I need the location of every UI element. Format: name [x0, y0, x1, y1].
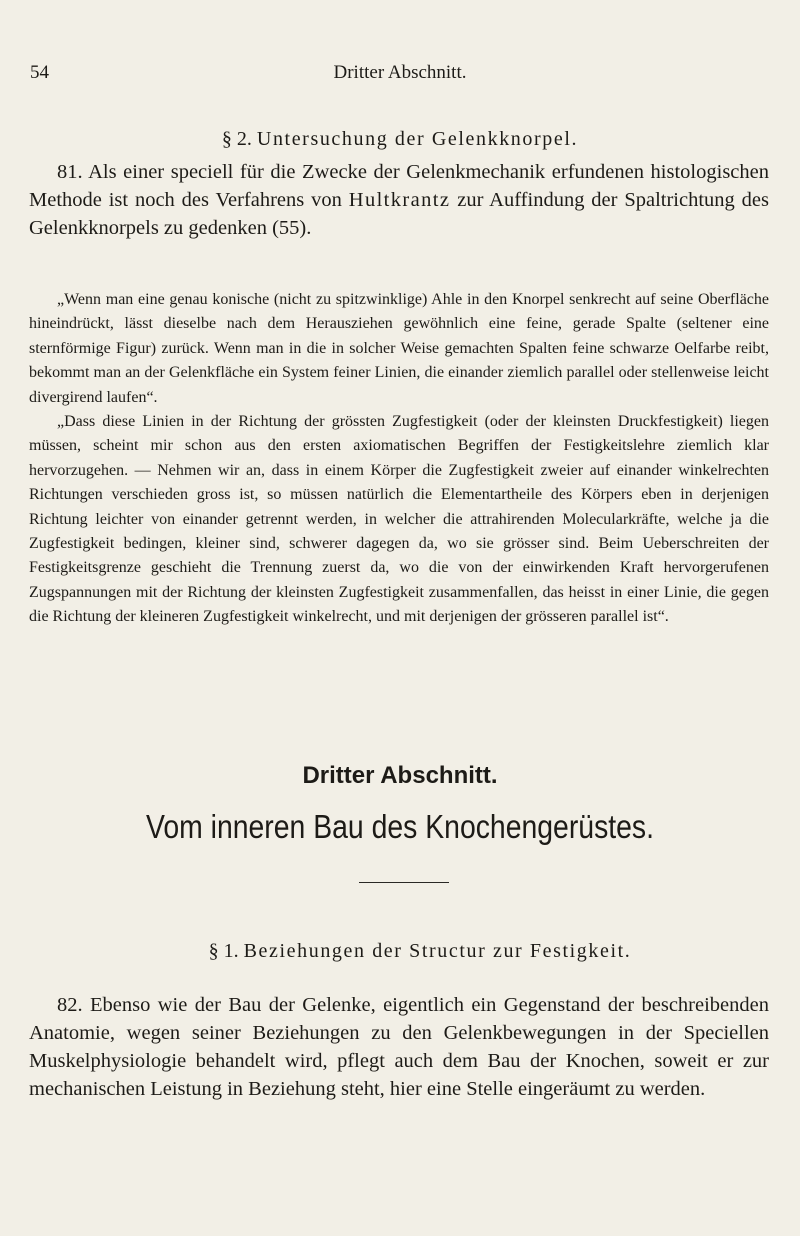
section-number: § 1.	[208, 940, 239, 962]
quote-1-text: „Wenn man eine genau konische (nicht zu spitzwinklige) Ahle in den Knorpel senkrecht auf seine Oberfläche hineindrückt, lässt dieselbe nach dem Herausziehen gewöhnlich eine feine, gerade Spalte (seltener eine sternförmige Figur) zurück. Wenn man in die in solcher Weise gemachten Spalten feine schwarze Oelfarbe reibt, bekommt man an der Gelenkfläche ein System feiner Linien, die einander ziemlich parallel oder stellenweise leicht divergirend laufen“.	[29, 291, 769, 406]
running-header	[30, 62, 770, 88]
quote-paragraph-2	[29, 410, 769, 630]
divider-rule	[359, 882, 449, 883]
page-number: 54	[30, 62, 49, 83]
chapter-title: Vom inneren Bau des Knochengerüstes.	[145, 808, 655, 845]
author-name: Hultkrantz	[348, 189, 451, 211]
section-heading-1	[50, 940, 790, 963]
running-title: Dritter Abschnitt.	[333, 62, 467, 83]
paragraph-82	[29, 991, 769, 1103]
paragraph-81	[29, 158, 769, 242]
paragraph-81-lead: 81. Als einer speciell für die Zwecke der Gelenkmechanik erfundenen histologischen Methode ist noch des Verfahrens von	[29, 161, 769, 211]
section-heading-2	[30, 128, 770, 151]
section-number: § 2.	[221, 128, 252, 150]
quote-2-text: „Dass diese Linien in der Richtung der grössten Zugfestigkeit (oder der kleinsten Druckfestigkeit) liegen müssen, scheint mir schon aus den ersten axiomatischen Begriffen der Festigkeitslehre ziemlich klar hervorzugehen. — Nehmen wir an, dass in einem Körper die Zugfestigkeit zweier auf einander winkelrechten Richtungen verschieden gross ist, so müssen natürlich die Elementartheile des Körpers eben in derjenigen Richtung leichter von einander getrennt werden, in welcher die attrahirenden Molecularkräfte, welche ja die Zugfestigkeit bedingen, kleiner sind, schwerer dagegen da, wo sie grösser sind. Beim Ueberschreiten der Festigkeitsgrenze geschieht die Trennung zuerst da, wo die von der einwirkenden Kraft hervorgerufenen Zugspannungen mit der Richtung der kleinsten Zugfestigkeit zusammenfallen, das heisst in einer Linie, die gegen die Richtung der kleineren Zugfestigkeit winkelrecht, und mit derjenigen der grösseren parallel ist“.	[29, 413, 769, 626]
chapter-label: Dritter Abschnitt.	[302, 762, 498, 789]
quote-paragraph-1	[29, 288, 769, 410]
section-title: Untersuchung der Gelenkknorpel.	[256, 128, 579, 150]
paragraph-81-rest: zur Auffindung der Spaltrichtung des Gelenkknorpels zu gedenken (55).	[29, 189, 769, 239]
section-title: Beziehungen der Structur zur Festigkeit.	[243, 940, 632, 962]
paragraph-82-text: 82. Ebenso wie der Bau der Gelenke, eigentlich ein Gegenstand der beschreibenden Anatomie, wegen seiner Beziehungen zu den Gelenkbewegungen in der Speciellen Muskelphysiologie behandelt wird, pflegt auch dem Bau der Knochen, soweit er zur mechanischen Leistung in Beziehung steht, hier eine Stelle eingeräumt zu werden.	[29, 994, 769, 1100]
